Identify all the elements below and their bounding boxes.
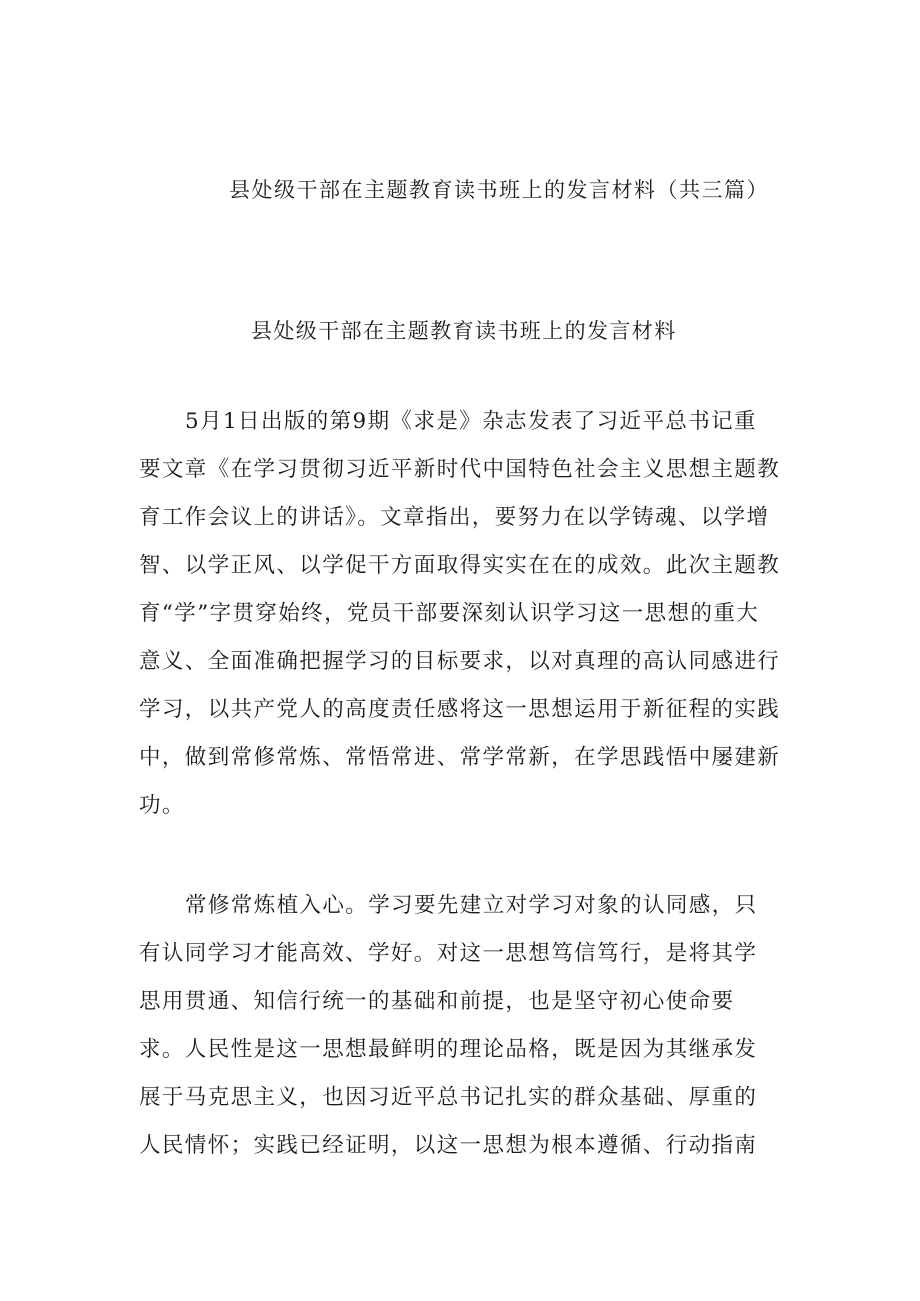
paragraph-2: [139, 882, 784, 1170]
paragraph-line: 育“学”字贯穿始终，党员干部要深刻认识学习这一思想的重大: [139, 601, 760, 626]
section-title: 县处级干部在主题教育读书班上的发言材料: [251, 319, 677, 343]
paragraph-line: 育工作会议上的讲话》。文章指出，要努力在以学铸魂、以学增: [139, 505, 770, 530]
paragraph-line: 展于马克思主义，也因习近平总书记扎实的群众基础、厚重的: [139, 1085, 758, 1110]
paragraph-line: 常修常炼植入心。学习要先建立对学习对象的认同感，只: [185, 893, 758, 918]
paragraph-line: 功。: [139, 793, 185, 818]
paragraph-line: 求。人民性是这一思想最鲜明的理论品格，既是因为其继承发: [139, 1037, 758, 1062]
paragraph-line: 中，做到常修常炼、常悟常进、常学常新，在学思践悟中屡建新: [139, 745, 781, 770]
paragraph-line: 智、以学正风、以学促干方面取得实实在在的成效。此次主题教: [139, 553, 781, 578]
paragraph-line: 思用贯通、知信行统一的基础和前提，也是坚守初心使命要: [139, 989, 735, 1014]
paragraph-line: 学习，以共产党人的高度责任感将这一思想运用于新征程的实践: [139, 697, 781, 722]
paragraph-1: [139, 398, 784, 830]
paragraph-line: 人民情怀；实践已经证明，以这一思想为根本遵循、行动指南: [139, 1133, 758, 1158]
paragraph-line: 意义、全面准确把握学习的目标要求，以对真理的高认同感进行: [139, 649, 781, 674]
paragraph-line: 5月1日出版的第9期《求是》杂志发表了习近平总书记重: [185, 409, 757, 434]
document-title: 县处级干部在主题教育读书班上的发言材料（共三篇）: [229, 178, 769, 202]
paragraph-line: 要文章《在学习贯彻习近平新时代中国特色社会主义思想主题教: [139, 457, 781, 482]
paragraph-line: 有认同学习才能高效、学好。对这一思想笃信笃行，是将其学: [139, 941, 758, 966]
